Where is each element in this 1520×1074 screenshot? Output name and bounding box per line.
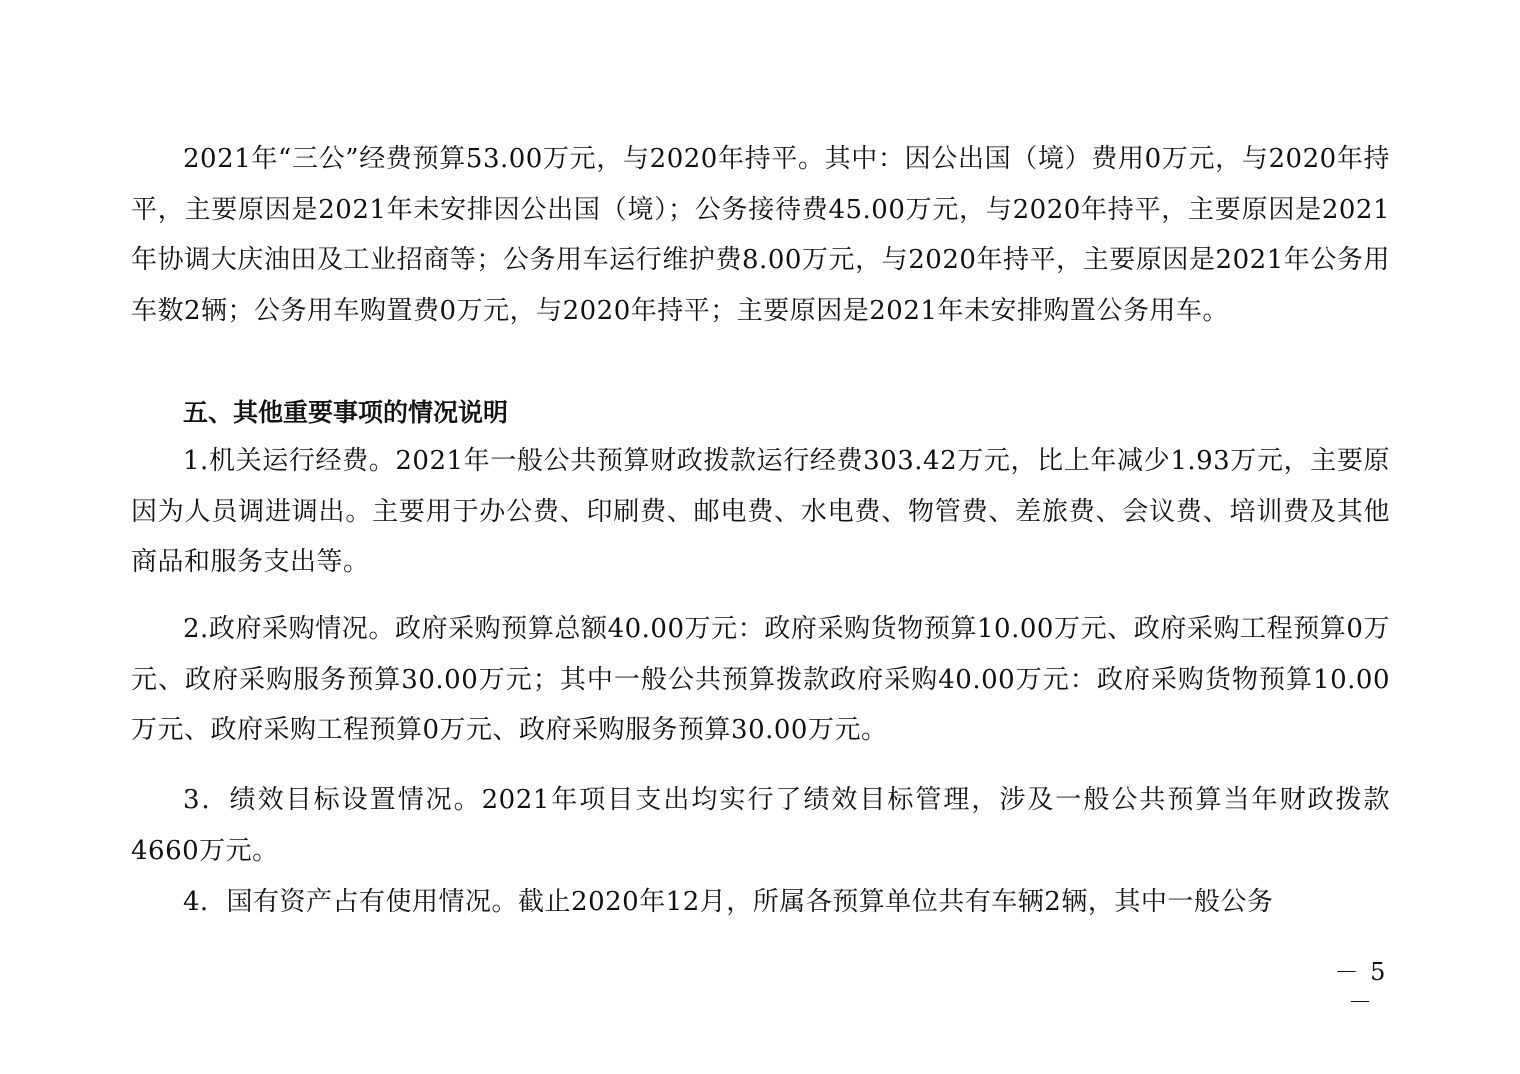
- sangong-expenses-paragraph: 2021年“三公”经费预算53.00万元，与2020年持平。其中：因公出国（境）费用0万元，与2020年持平，主要原因是2021年未安排因公出国（境）；公务接待费45.00万元，与2020年持平，主要原因是2021年协调大庆油田及工业招商等；公务用车运行维护费8.00万元，与2020年持平，主要原因是2021年公务用车数2辆；公务用车购置费0万元，与2020年持平；主要原因是2021年未安排购置公务用车。: [131, 144, 1390, 326]
- section-heading-other-matters: 五、其他重要事项的情况说明: [183, 398, 509, 427]
- item-state-assets-paragraph: 4．国有资产占有使用情况。截止2020年12月，所属各预算单位共有车辆2辆，其中一般公务: [183, 887, 1274, 917]
- item-operating-expenses-paragraph: 1.机关运行经费。2021年一般公共预算财政拨款运行经费303.42万元，比上年减少1.93万元，主要原因为人员调进调出。主要用于办公费、印刷费、邮电费、水电费、物管费、差旅费、会议费、培训费及其他商品和服务支出等。: [131, 446, 1390, 577]
- item-government-procurement-paragraph: 2.政府采购情况。政府采购预算总额40.00万元：政府采购货物预算10.00万元、政府采购工程预算0万元、政府采购服务预算30.00万元；其中一般公共预算拨款政府采购40.00万元：政府采购货物预算10.00 万元、政府采购工程预算0万元、政府采购服务预算30.00万元。: [131, 614, 1390, 745]
- item-performance-targets-paragraph: 3．绩效目标设置情况。2021年项目支出均实行了绩效目标管理，涉及一般公共预算当年财政拨款4660万元。: [131, 785, 1390, 866]
- page-number: － 5 －: [1334, 958, 1388, 1016]
